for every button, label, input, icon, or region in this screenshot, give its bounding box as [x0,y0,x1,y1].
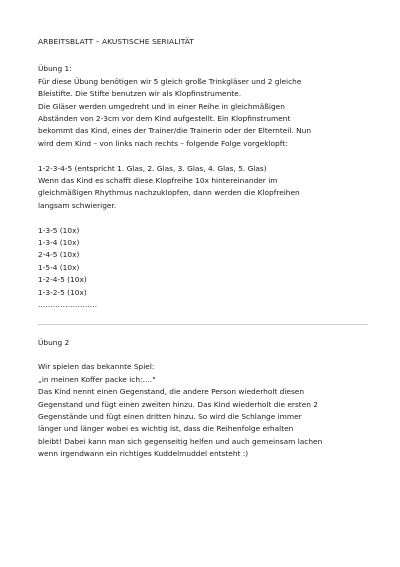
sequence-list [38,225,368,312]
spacer [38,150,368,162]
exercise-2-body [38,361,368,460]
body-line: bleibt! Dabei kann man sich gegenseitig helfen und auch gemeinsam lachen [38,436,323,446]
sequence-item: 1-2-4-5 (10x) [38,275,87,285]
sequence-item: 1-3-2-5 (10x) [38,287,87,297]
exercise-1-intro [38,76,368,150]
intro-line: Die Gläser werden umgedreht und in einer Reihe in gleichmäßigen [38,101,285,111]
example-line: Wenn das Kind es schafft diese Klopfreihe 10x hintereinander im [38,176,278,186]
sequence-item: 2-4-5 (10x) [38,250,80,260]
example-line: 1-2-3-4-5 (entspricht 1. Glas, 2. Glas, 3. Glas, 4. Glas, 5. Glas) [38,163,267,173]
body-line: wenn irgendwann ein richtiges Kuddelmuddel entsteht :) [38,449,249,459]
exercise-1-example [38,163,368,213]
exercise-1-heading: Übung 1: [38,64,72,74]
body-line: „in meinen Koffer packe ich:…." [38,374,156,384]
body-line: Das Kind nennt einen Gegenstand, die andere Person wiederholt diesen [38,387,305,397]
sequence-item: 1-3-4 (10x) [38,238,80,248]
intro-line: Bleistifte. Die Stifte benutzen wir als Klopfinstrumente. [38,89,242,99]
worksheet-page [38,36,368,461]
sequence-item: 1-5-4 (10x) [38,262,80,272]
intro-line: wird dem Kind – von links nach rechts – folgende Folge vorgeklopft: [38,138,288,148]
section-divider [38,324,368,325]
example-line: gleichmäßigen Rhythmus nachzuklopfen, dann werden die Klopfreihen [38,188,300,198]
intro-line: Für diese Übung benötigen wir 5 gleich große Trinkgläser und 2 gleiche [38,76,302,86]
body-line: Wir spielen das bekannte Spiel: [38,362,155,372]
body-line: Gegenstand und fügt einen zweiten hinzu. Das Kind wiederholt die ersten 2 [38,399,318,409]
sequence-item: 1-3-5 (10x) [38,225,80,235]
exercise-2 [38,337,368,461]
spacer [38,349,368,361]
sequence-continuation: …………………… [38,300,98,310]
exercise-2-heading: Übung 2 [38,337,70,347]
body-line: Gegenstände und fügt einen dritten hinzu. So wird die Schlange immer [38,411,302,421]
exercise-1 [38,63,368,311]
body-line: länger und länger wobei es wichtig ist, dass die Reihenfolge erhalten [38,424,294,434]
example-line: langsam schwieriger. [38,200,117,210]
worksheet-title: ARBEITSBLATT – AKUSTISCHE SERIALITÄT [38,37,194,46]
intro-line: bekommt das Kind, eines der Trainer/die Trainerin oder der Elternteil. Nun [38,126,312,136]
intro-line: Abständen von 2-3cm vor dem Kind aufgestellt. Ein Klopfinstrument [38,114,291,124]
spacer [38,212,368,224]
